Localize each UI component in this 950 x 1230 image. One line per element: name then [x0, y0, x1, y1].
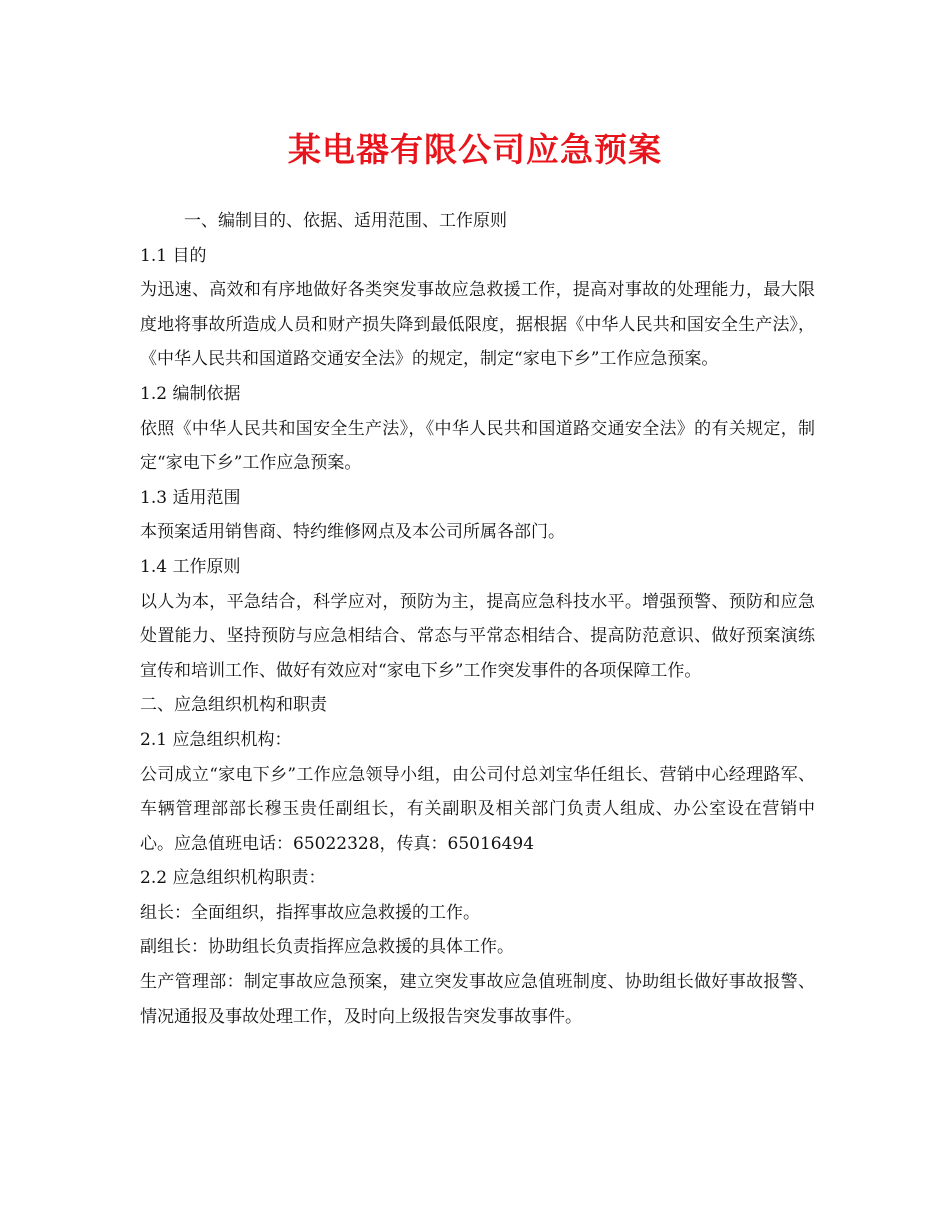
paragraph-purpose: 为迅速、高效和有序地做好各类突发事故应急救援工作，提高对事故的处理能力，最大限度地将事故所造成人员和财产损失降到最低限度，据根据《中华人民共和国安全生产法》，《中华人民共和国道路交通安全法》的规定，制定“家电下乡”工作应急预案。 [140, 280, 815, 370]
document-title: 某电器有限公司应急预案 [288, 130, 662, 169]
subsection-heading-1-1: 1.1 目的 [140, 245, 207, 266]
section-heading-2: 二、应急组织机构和职责 [140, 695, 327, 716]
section-heading-1: 一、编制目的、依据、适用范围、工作原则 [184, 211, 507, 231]
paragraph-organization: 公司成立“家电下乡”工作应急领导小组，由公司付总刘宝华任组长、营销中心经理路军、车辆管理部部长穆玉贵任副组长，有关副职及相关部门负责人组成、办公室设在营销中心。应急值班电话：65022328，传真：65016494 [140, 764, 815, 854]
paragraph-deputy-duty: 副组长：协助组长负责指挥应急救援的具体工作。 [140, 937, 514, 958]
subsection-heading-1-4: 1.4 工作原则 [140, 556, 241, 577]
subsection-heading-2-1: 2.1 应急组织机构： [140, 729, 292, 750]
subsection-heading-1-2: 1.2 编制依据 [140, 383, 241, 404]
subsection-heading-1-3: 1.3 适用范围 [140, 487, 241, 508]
paragraph-basis: 依照《中华人民共和国安全生产法》，《中华人民共和国道路交通安全法》的有关规定，制定“家电下乡”工作应急预案。 [140, 418, 815, 474]
paragraph-principles: 以人为本，平急结合，科学应对，预防为主，提高应急科技水平。增强预警、预防和应急处置能力、坚持预防与应急相结合、常态与平常态相结合、提高防范意识、做好预案演练宣传和培训工作、做好有效应对“家电下乡”工作突发事件的各项保障工作。 [140, 591, 815, 681]
subsection-heading-2-2: 2.2 应急组织机构职责： [140, 868, 326, 889]
paragraph-scope: 本预案适用销售商、特约维修网点及本公司所属各部门。 [140, 522, 565, 543]
paragraph-leader-duty: 组长：全面组织，指挥事故应急救援的工作。 [140, 902, 480, 923]
paragraph-production-duty: 生产管理部：制定事故应急预案，建立突发事故应急值班制度、协助组长做好事故报警、情况通报及事故处理工作，及时向上级报告突发事故事件。 [140, 972, 815, 1027]
document-body [140, 204, 815, 1034]
